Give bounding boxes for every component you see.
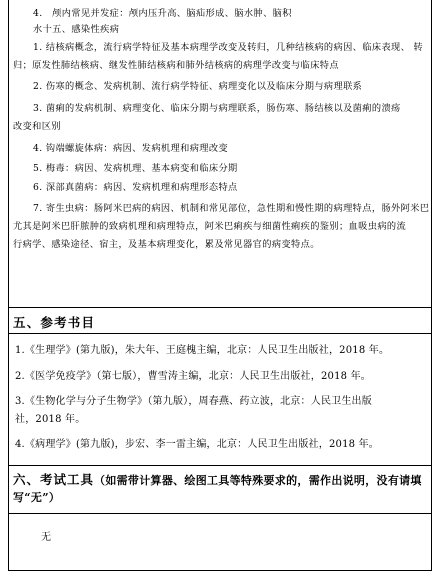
section6-title-note: （如需带计算器、绘图工具等特殊要求的，需作出说明，没有请填 [94, 474, 422, 487]
reference-item: 2.《医学免疫学》（第七版），曹雪涛主编，北京：人民卫生出版社，2018 年。 [15, 371, 371, 382]
content-line: 4. 钩端螺旋体病：病因、发病机理和病理改变 [33, 143, 229, 154]
section6-header [8, 466, 432, 514]
content-line: 水十五、感染性疾病 [33, 24, 120, 35]
section6-title-main: 六、考试工具 [13, 472, 95, 487]
syllabus-page [8, 0, 433, 573]
content-line: 4. 颅内常见并发症：颅内压升高、脑疝形成、脑水肿、脑积 [33, 8, 292, 19]
section5-header [8, 308, 432, 334]
content-line: 2. 伤寒的概念、发病机制、流行病学特征、病理变化以及临床分期与病理联系 [33, 81, 363, 92]
reference-list [8, 334, 432, 466]
section6-title-note-2: 写“无”） [13, 491, 61, 504]
content-line: 5. 梅毒：病因、发病机理、基本病变和临床分期 [33, 163, 238, 174]
reference-item: 社，2018 年。 [15, 414, 86, 425]
content-line: 7. 寄生虫病：肠阿米巴病的病因、机制和常见部位，急性期和慢性期的病理特点，肠外阿米巴 [33, 203, 430, 214]
section6-title [13, 472, 422, 489]
content-line: 改变和区别 [13, 121, 61, 132]
reference-item: 3.《生物化学与分子生物学》（第九版），周春燕、药立波，北京：人民卫生出版 [15, 396, 372, 407]
content-line: 6. 深部真菌病：病因、发病机理和病理形态特点 [33, 182, 238, 193]
reference-item: 4.《病理学》(第九版)，步宏、李一雷主编，北京：人民卫生出版社，2018 年。 [15, 439, 379, 450]
content-section [8, 0, 432, 308]
content-line: 行病学、感染途径、宿主，及基本病理变化，累及常见器官的病变特点。 [13, 239, 320, 250]
section6-answer: 无 [41, 532, 52, 543]
section6-answer-box [8, 514, 432, 571]
content-line: 3. 菌痢的发病机制、病理变化、临床分期与病理联系，肠伤寒、肠结核以及菌痢的溃疡 [33, 103, 401, 114]
section5-title: 五、参考书目 [13, 315, 96, 330]
content-line: 归；原发性肺结核病、继发性肺结核病和肺外结核病的病理学改变与临床特点 [13, 60, 339, 71]
content-line: 1. 结核病概念，流行病学特征及基本病理学改变及转归，几种结核病的病因、临床表现、 转 [33, 42, 424, 53]
content-line: 尤其是阿米巴肝脓肿的致病机理和病理特点，阿米巴痢疾与细菌性痢疾的鉴别；血吸虫病的流 [13, 221, 407, 232]
reference-item: 1.《生理学》(第九版)，朱大年、王庭槐主编，北京：人民卫生出版社，2018 年。 [15, 345, 390, 356]
section6-title-line2 [13, 490, 60, 506]
